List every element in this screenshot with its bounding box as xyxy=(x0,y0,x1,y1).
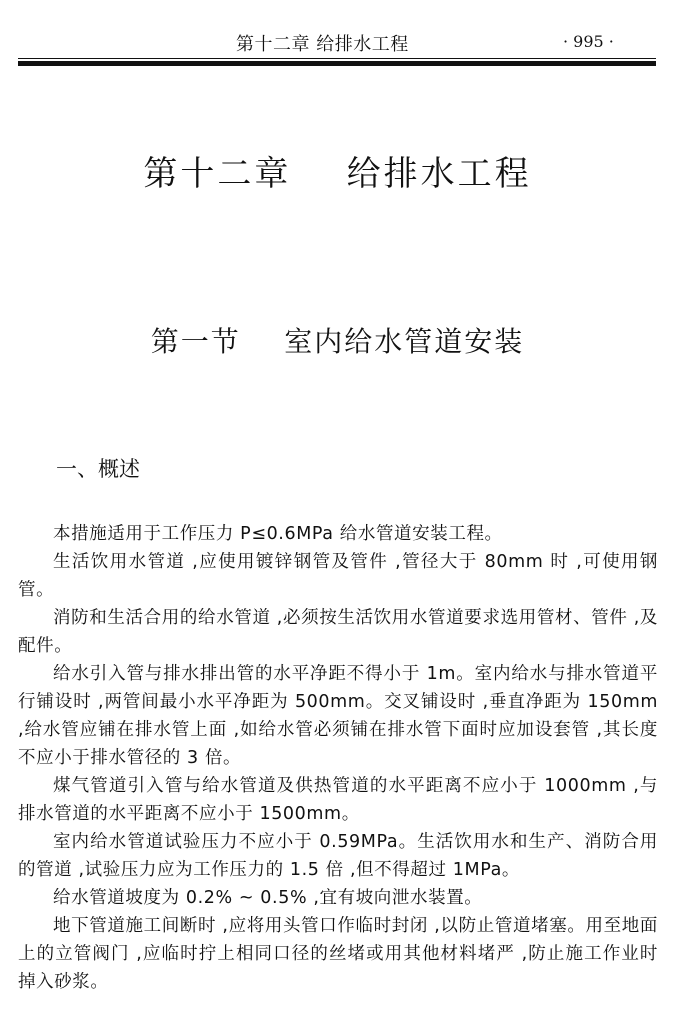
paragraph: 本措施适用于工作压力 P≤0.6MPa 给水管道安装工程。 xyxy=(53,524,503,544)
paragraph: 消防和生活合用的给水管道 ,必须按生活饮用水管道要求选用管材、管件 ,及配件。 xyxy=(18,608,658,656)
paragraph: 地下管道施工间断时 ,应将用头管口作临时封闭 ,以防止管道堵塞。用至地面上的立管阀门 ,应临时拧上相同口径的丝堵或用其他材料堵严 ,防止施工作业时掉入砂浆。 xyxy=(18,916,658,992)
page-number: · 995 · xyxy=(563,32,614,51)
subsection-title: 一、概述 xyxy=(56,457,140,481)
header-rule-thick xyxy=(18,61,656,66)
section-title: 第一节 室内给水管道安装 xyxy=(150,325,525,358)
running-title: 第十二章 给排水工程 xyxy=(236,34,409,55)
body-text xyxy=(18,520,658,996)
chapter-title: 第十二章 给排水工程 xyxy=(143,154,532,194)
paragraph: 煤气管道引入管与给水管道及供热管道的水平距离不应小于 1000mm ,与排水管道的水平距离不应小于 1500mm。 xyxy=(18,776,658,824)
header-rule-thin xyxy=(18,58,656,59)
paragraph: 生活饮用水管道 ,应使用镀锌钢管及管件 ,管径大于 80mm 时 ,可使用钢管。 xyxy=(18,552,658,600)
paragraph: 给水管道坡度为 0.2% ~ 0.5% ,宜有坡向泄水装置。 xyxy=(53,888,483,908)
paragraph: 室内给水管道试验压力不应小于 0.59MPa。生活饮用水和生产、消防合用的管道 ,试验压力应为工作压力的 1.5 倍 ,但不得超过 1MPa。 xyxy=(18,832,658,880)
running-header xyxy=(0,30,675,56)
paragraph: 给水引入管与排水排出管的水平净距不得小于 1m。室内给水与排水管道平行铺设时 ,两管间最小水平净距为 500mm。交叉铺设时 ,垂直净距为 150mm ,给水管应铺在排水管上面 ,如给水管必须铺在排水管下面时应加设套管 ,其长度不应小于排水管径的 3 倍。 xyxy=(18,664,658,768)
